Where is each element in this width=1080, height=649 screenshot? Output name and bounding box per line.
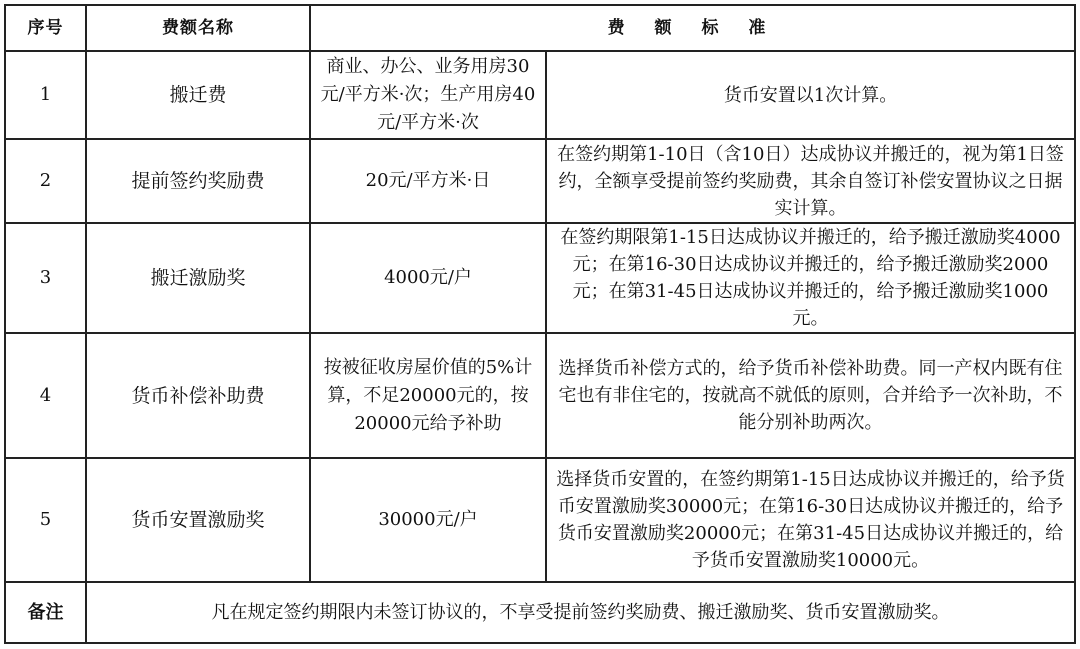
row-fee-name: 货币补偿补助费 (86, 333, 310, 458)
row-index: 5 (5, 458, 86, 582)
table-row (5, 139, 1075, 223)
row-fee-standard: 货币安置以1次计算。 (546, 51, 1075, 139)
row-fee-standard: 选择货币安置的，在签约期第1-15日达成协议并搬迁的，给予货币安置激励奖30000元；在第16-30日达成协议并搬迁的，给予货币安置激励奖20000元；在第31-45日达成协议并搬迁的，给予货币安置激励奖10000元。 (546, 458, 1075, 582)
row-index: 4 (5, 333, 86, 458)
row-index: 1 (5, 51, 86, 139)
table-row (5, 51, 1075, 139)
header-fee-standard: 费 额 标 准 (310, 5, 1075, 51)
table-row (5, 223, 1075, 333)
note-row (5, 582, 1075, 643)
row-fee-amount: 商业、办公、业务用房30元/平方米·次；生产用房40元/平方米·次 (310, 51, 546, 139)
row-index: 3 (5, 223, 86, 333)
row-fee-standard: 在签约期第1-10日（含10日）达成协议并搬迁的，视为第1日签约，全额享受提前签约奖励费，其余自签订补偿安置协议之日据实计算。 (546, 139, 1075, 223)
table-row (5, 333, 1075, 458)
header-index: 序号 (5, 5, 86, 51)
compensation-fee-table-frame (4, 4, 1074, 640)
row-fee-name: 提前签约奖励费 (86, 139, 310, 223)
row-fee-amount: 30000元/户 (310, 458, 546, 582)
row-fee-standard: 选择货币补偿方式的，给予货币补偿补助费。同一产权内既有住宅也有非住宅的，按就高不就低的原则，合并给予一次补助，不能分别补助两次。 (546, 333, 1075, 458)
header-fee-name: 费额名称 (86, 5, 310, 51)
note-text: 凡在规定签约期限内未签订协议的，不享受提前签约奖励费、搬迁激励奖、货币安置激励奖。 (86, 582, 1075, 643)
table-header-row (5, 5, 1075, 51)
row-index: 2 (5, 139, 86, 223)
note-label: 备注 (5, 582, 86, 643)
compensation-fee-table (4, 4, 1076, 644)
row-fee-amount: 20元/平方米·日 (310, 139, 546, 223)
row-fee-amount: 按被征收房屋价值的5%计算，不足20000元的，按20000元给予补助 (310, 333, 546, 458)
row-fee-name: 搬迁费 (86, 51, 310, 139)
row-fee-name: 货币安置激励奖 (86, 458, 310, 582)
row-fee-name: 搬迁激励奖 (86, 223, 310, 333)
table-row (5, 458, 1075, 582)
row-fee-amount: 4000元/户 (310, 223, 546, 333)
row-fee-standard: 在签约期限第1-15日达成协议并搬迁的，给予搬迁激励奖4000元；在第16-30日达成协议并搬迁的，给予搬迁激励奖2000元；在第31-45日达成协议并搬迁的，给予搬迁激励奖1000元。 (546, 223, 1075, 333)
